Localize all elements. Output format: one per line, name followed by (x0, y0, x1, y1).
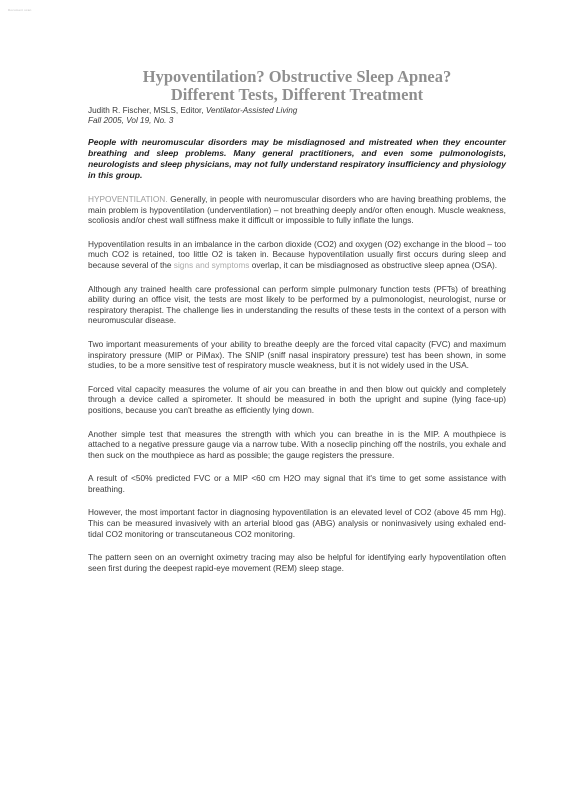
scan-corner-mark: Document scan (8, 8, 32, 12)
paragraph-co2: However, the most important factor in diagnosing hypoventilation is an elevated level of CO2 (above 45 mm Hg). This can be measured invasively with an arterial blood gas (ABG) analysis or noninvasively using exhaled end-tidal CO2 monitoring or transcutaneous CO2 monitoring. (88, 507, 506, 539)
signs-and-symptoms-link[interactable]: signs and symptoms (173, 259, 250, 270)
paragraph-text: Generally, in people with neuromuscular disorders who are having breathing problems, the main problem is hypoventilation (underventilation) – not breathing deeply and/or often enough. Muscle weakness, scoliosis and/or chest wall stiffness make it difficult or impossible to fully inflate the lungs. (88, 194, 506, 226)
title-line-1: Hypoventilation? Obstructive Sleep Apnea? (142, 67, 452, 86)
title-line-2: Different Tests, Different Treatment (170, 85, 424, 104)
paragraph-text: Hypoventilation results in an imbalance in the carbon dioxide (CO2) and oxygen (O2) exchange in the blood – too much CO2 is retained, too little O2 is taken in. Because hypoventilation usually first occurs during sleep and because several of the (88, 238, 506, 270)
article (88, 68, 506, 573)
article-title (88, 68, 506, 104)
term-hypoventilation: HYPOVENTILATION. (88, 194, 168, 204)
publication-name: Ventilator-Assisted Living (205, 106, 298, 115)
paragraph-fvc: Forced vital capacity measures the volume of air you can breathe in and then blow out quickly and completely through a device called a spirometer. It should be measured in both the upright and supine (lying face-up) positions, because you can't breathe as efficiently lying down. (88, 383, 506, 415)
issue-info: Fall 2005, Vol 19, No. 3 (88, 116, 174, 125)
paragraph-hypoventilation (88, 194, 506, 226)
paragraph-mip: Another simple test that measures the strength with which you can breathe in is the MIP. A mouthpiece is attached to a negative pressure gauge via a narrow tube. With a noseclip pinching off the nostrils, you exhale and then suck on the mouthpiece as hard as possible; the gauge registers the pressure. (88, 428, 506, 460)
paragraph-imbalance (88, 239, 506, 271)
paragraph-oximetry: The pattern seen on an overnight oximetry tracing may also be helpful for identifying early hypoventilation often seen first during the deepest rapid-eye movement (REM) sleep stage. (88, 552, 506, 573)
paragraph-text: overlap, it can be misdiagnosed as obstructive sleep apnea (OSA). (249, 259, 498, 270)
author-byline (88, 106, 506, 116)
paragraph-measurements: Two important measurements of your ability to breathe deeply are the forced vital capacity (FVC) and maximum inspiratory pressure (MIP or PiMax). The SNIP (sniff nasal inspiratory pressure) test has been shown, in some studies, to be a more sensitive test of respiratory muscle weakness, but it is not widely used in the USA. (88, 338, 506, 371)
author-name: Judith R. Fischer, MSLS, Editor, (88, 106, 206, 115)
paragraph-pft: Although any trained health care professional can perform simple pulmonary function tests (PFTs) of breathing ability during an office visit, the tests are most likely to be performed by a pulmonologist, neurologist, nurse or respiratory therapist. The challenge lies in understanding the results of these tests in the context of a person with neuromuscular disease. (88, 283, 506, 326)
lead-paragraph: People with neuromuscular disorders may be misdiagnosed and mistreated when they encounter breathing and sleep problems. Many general practitioners, and even some pulmonologists, neurologists and sleep physicians, may not fully understand respiratory insufficiency and physiology in this group. (88, 137, 506, 180)
paragraph-thresholds: A result of <50% predicted FVC or a MIP <60 cm H2O may signal that it's time to get some assistance with breathing. (88, 473, 506, 494)
